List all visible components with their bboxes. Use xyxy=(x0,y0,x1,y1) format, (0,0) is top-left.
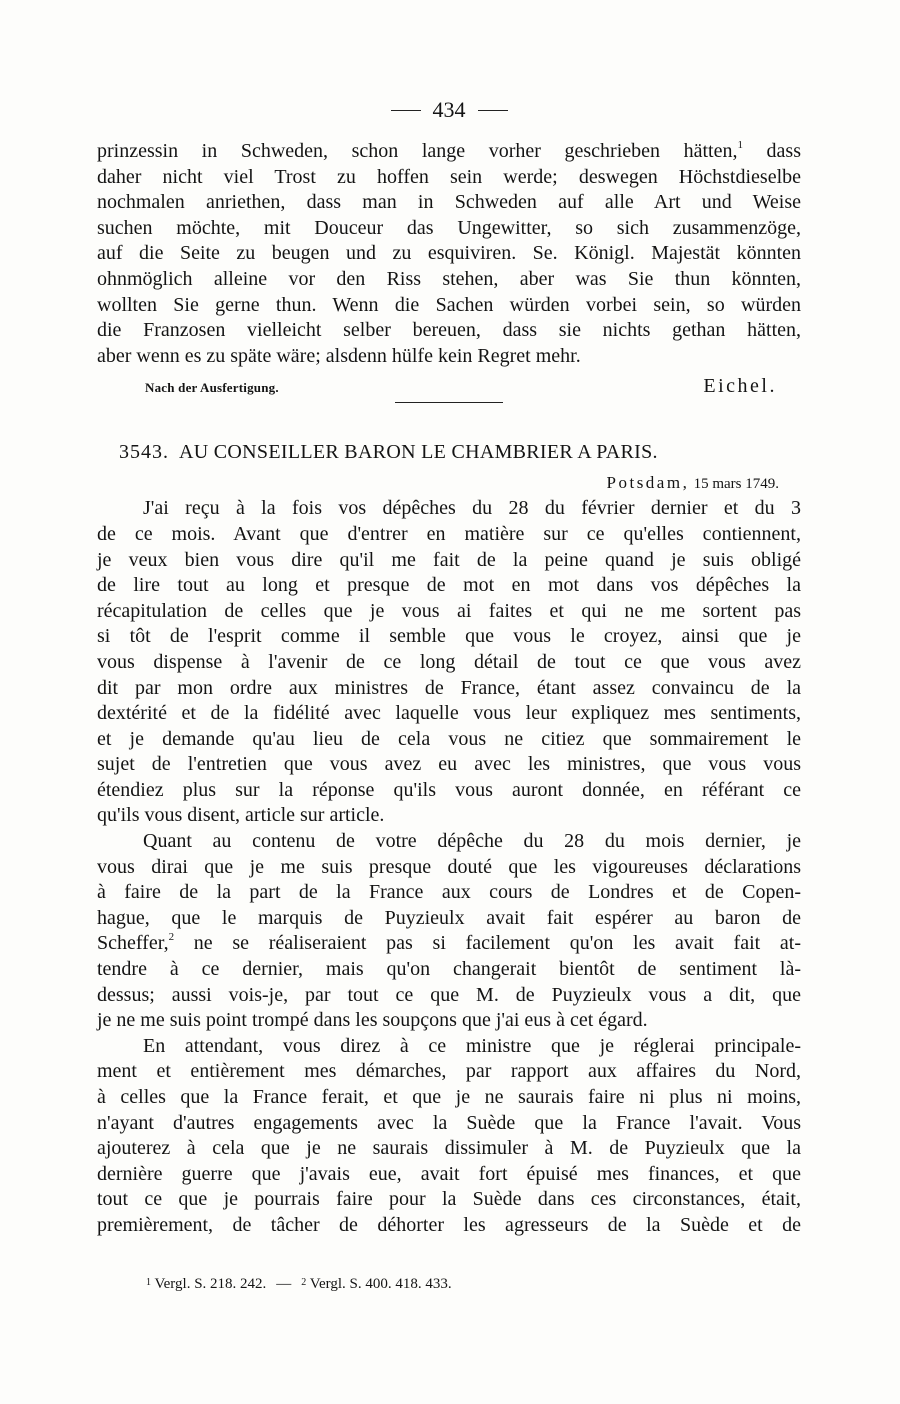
letter-number: 3543. xyxy=(119,441,169,464)
text-line: nochmalen anriethen, dass man in Schweden auf alle Art und Weise xyxy=(97,191,801,214)
text-line: si tôt de l'esprit comme il semble que vous le croyez, ainsi que je xyxy=(97,625,801,648)
footnote-text: Vergl. S. 218. 242. xyxy=(154,1276,267,1292)
footnote-ref: 1 xyxy=(737,139,743,151)
footnote-ref: 2 xyxy=(168,931,175,944)
text-line: de ce mois. Avant que d'entrer en matière sur ce qu'elles contiennent, xyxy=(97,522,801,545)
text-line: die Franzosen vielleicht selber bereuen, dass sie nichts gethan hätten, xyxy=(97,319,801,342)
text-line: qu'ils vous disent, article sur article. xyxy=(97,804,385,827)
footnote-mark: 1 xyxy=(146,1277,151,1288)
text-line: dextérité et de la fidélité avec laquelle vous leur expliquez mes sentiments, xyxy=(97,702,801,725)
page-number-row xyxy=(97,95,801,125)
text-line: J'ai reçu à la fois vos dépêches du 28 du février dernier et du 3 xyxy=(143,497,801,520)
text-line: hague, que le marquis de Puyzieulx avait fait espérer au baron de xyxy=(97,906,801,929)
page-number: 434 xyxy=(432,97,466,122)
letter-paragraph-2 xyxy=(97,829,801,1034)
page xyxy=(97,95,801,1239)
text-line: étendiez plus sur la réponse qu'ils vous auront donnée, en référant ce xyxy=(97,778,801,801)
footnote-separator: — xyxy=(276,1276,292,1292)
text-line: vous dispense à l'avenir de ce long détail de tout ce que vous avez xyxy=(97,650,801,673)
text-line: et je demande qu'au lieu de cela vous ne citiez que sommairement le xyxy=(97,727,801,750)
text-line: tendre à ce dernier, mais qu'on changerait bientôt de sentiment là- xyxy=(97,958,801,981)
footnote-1 xyxy=(146,1276,266,1293)
source-signature-row xyxy=(97,375,801,398)
text-line: premièrement, de tâcher de déhorter les agresseurs de la Suède et de xyxy=(97,1213,801,1236)
text-line: ohnmöglich alleine vor den Riss stehen, aber was Sie thun könnten, xyxy=(97,267,801,290)
footnote-text: Vergl. S. 400. 418. 433. xyxy=(309,1276,452,1292)
text-line: je veux bien vous dire qu'il me fait de la peine quand je suis obligé xyxy=(97,548,801,571)
letter-heading xyxy=(97,441,801,464)
text-line: aber wenn es zu späte wäre; alsdenn hülfe kein Regret mehr. xyxy=(97,344,581,367)
section-divider xyxy=(395,402,503,403)
dateline-place: Potsdam, xyxy=(606,473,690,493)
text-line: Scheffer,$^2$ ne se réaliseraient pas si facilement qu'on les avait fait at- xyxy=(97,931,801,955)
text-line: ment et entièrement mes démarches, par rapport aux affaires du Nord, xyxy=(97,1060,801,1083)
footnotes xyxy=(146,1276,452,1293)
footnote-2 xyxy=(301,1276,451,1293)
text-line: prinzessin in Schweden, schon lange vorher geschrieben hätten,$^1$ dass xyxy=(97,139,801,162)
text-line: de lire tout au long et presque de mot en mot dans vos dépêches la xyxy=(97,574,801,597)
text-line: à faire de la part de la France aux cours de Londres et de Copen- xyxy=(97,881,801,904)
text-line: dessus; aussi vois-je, par tout ce que M. de Puyzieulx vous a dit, que xyxy=(97,983,801,1006)
page-number-dash-right xyxy=(478,110,508,111)
page-number-dash-left xyxy=(391,110,421,111)
text-line: En attendant, vous direz à ce ministre que je réglerai principale- xyxy=(143,1034,801,1057)
dateline-date: 15 mars 1749. xyxy=(693,476,779,493)
text-line: dit par mon ordre aux ministres de France, étant assez convaincu de la xyxy=(97,676,801,699)
text-line: n'ayant d'autres engagements avec la Suède que la France l'avait. Vous xyxy=(97,1111,801,1134)
text-line: wollten Sie gerne thun. Wenn die Sachen würden vorbei sein, so würden xyxy=(97,293,801,316)
footnote-mark: 2 xyxy=(301,1277,307,1288)
text-line: ajouterez à cela que je ne saurais dissimuler à M. de Puyzieulx que la xyxy=(97,1137,801,1160)
letter-title: AU CONSEILLER BARON LE CHAMBRIER A PARIS. xyxy=(179,441,658,464)
letter-paragraph-3 xyxy=(97,1034,801,1239)
signature: Eichel. xyxy=(703,375,777,398)
text-line: dernière guerre que j'avais eue, avait fort épuisé mes finances, et que xyxy=(97,1162,801,1185)
text-line: Quant au contenu de votre dépêche du 28 du mois dernier, je xyxy=(143,830,801,853)
text-line: à celles que la France ferait, et que je ne saurais faire ni plus ni moins, xyxy=(97,1086,801,1108)
text-line: tout ce que je pourrais faire pour la Suède dans ces circonstances, était, xyxy=(97,1188,801,1211)
text-line: je ne me suis point trompé dans les soupçons que j'ai eus à cet égard. xyxy=(97,1009,648,1032)
text-line: daher nicht viel Trost zu hoffen sein werde; deswegen Höchstdieselbe xyxy=(97,165,801,188)
text-line: vous dirai que je me suis presque douté que les vigoureuses déclarations xyxy=(97,855,801,878)
text-line: sujet de l'entretien que vous avez eu avec les ministres, que vous vous xyxy=(97,753,801,776)
source-note: Nach der Ausfertigung. xyxy=(145,380,279,396)
continuation-paragraph xyxy=(97,139,801,369)
letter-paragraph-1 xyxy=(97,496,801,829)
dateline xyxy=(97,473,801,493)
text-line: suchen möchte, mit Douceur das Ungewitter, so sich zusammenzöge, xyxy=(97,216,801,239)
text-line: auf die Seite zu beugen und zu esquiviren. Se. Königl. Majestät könnten xyxy=(97,242,801,265)
text-line: récapitulation de celles que je vous ai faites et qui ne me sortent pas xyxy=(97,599,801,622)
